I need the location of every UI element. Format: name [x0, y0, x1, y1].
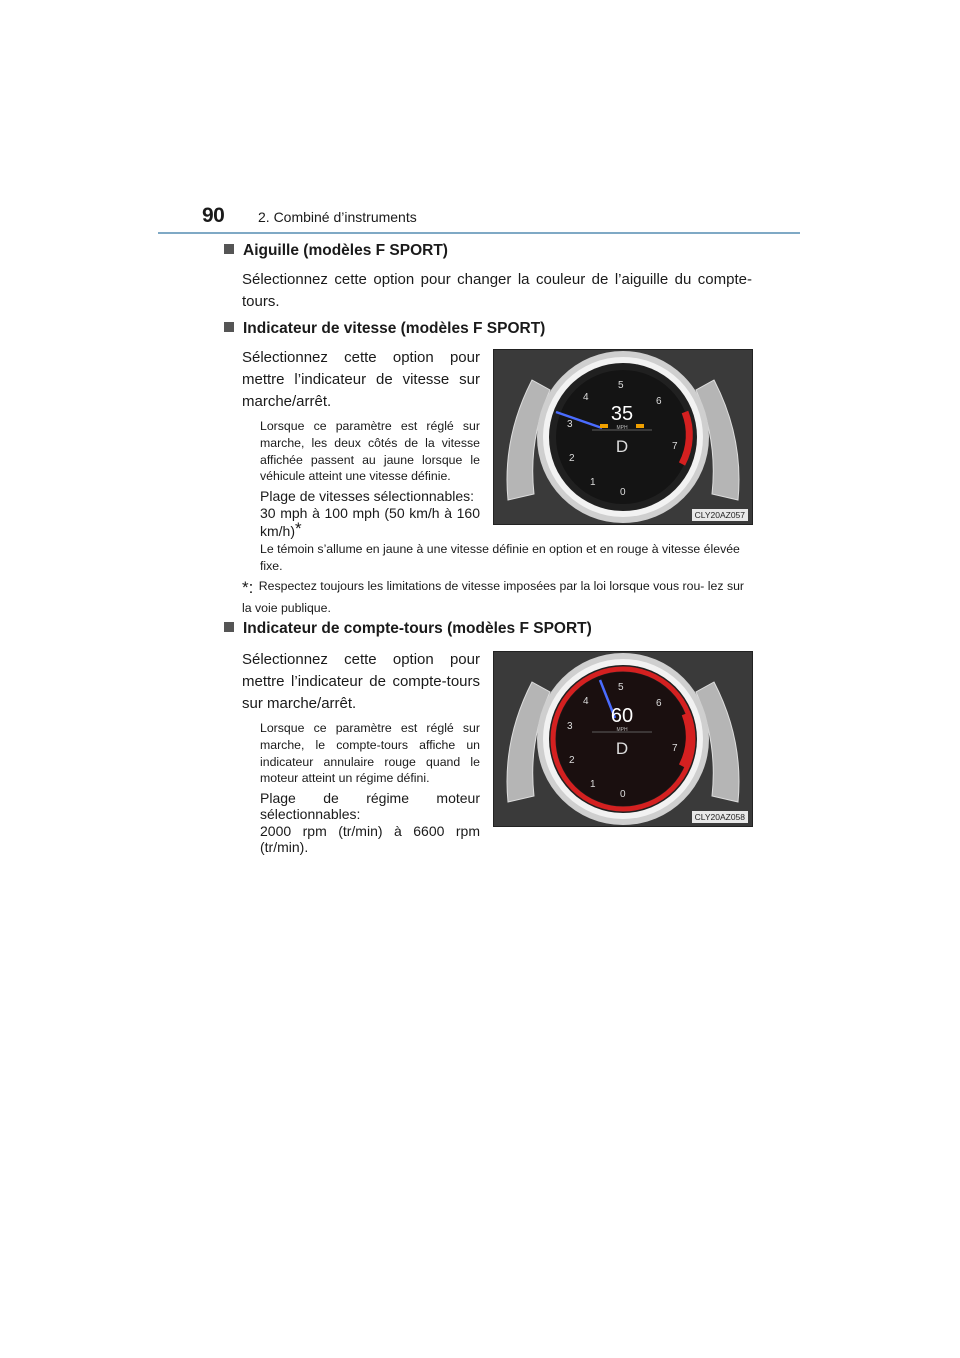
tachometer-gauge-illustration	[494, 652, 752, 826]
section-title-aiguille: Aiguille (modèles F SPORT)	[224, 242, 448, 260]
gear-indicator: D	[615, 437, 629, 456]
footnote-text: Respectez toujours les limitations de vitesse imposées par la loi lorsque vous rou- lez sur la voie publique.	[242, 579, 745, 615]
speed-readout: 35	[610, 403, 634, 425]
section-body-aiguille: Sélectionnez cette option pour changer la couleur de l’aiguille du compte-tours.	[242, 271, 752, 310]
bullet-square-icon	[224, 622, 234, 632]
section-note2-vitesse: Le témoin s’allume en jaune à une vitesse définie en option et en rouge à vitesse élevée fixe.	[260, 542, 740, 573]
gauge-number: 7	[672, 441, 678, 452]
page-header	[158, 204, 800, 234]
gauge-number: 2	[569, 755, 575, 766]
gauge-number: 1	[590, 779, 596, 790]
gauge-number: 5	[618, 682, 624, 693]
speed-range	[260, 488, 480, 539]
rpm-range-label: Plage de régime moteur sélectionnables:	[260, 790, 480, 822]
gauge-number: 5	[618, 380, 624, 391]
section-title-vitesse: Indicateur de vitesse (modèles F SPORT)	[224, 320, 545, 338]
gauge-number: 0	[620, 789, 626, 800]
rpm-range-value: 2000 rpm (tr/min) à 6600 rpm (tr/min).	[260, 823, 480, 855]
footnote-marker: *:	[242, 578, 254, 597]
gauge-number: 4	[583, 392, 589, 403]
speed-readout: 60	[610, 705, 634, 727]
gauge-number: 6	[656, 698, 662, 709]
tachometer-indicator-figure	[493, 651, 753, 827]
gauge-number: 3	[567, 721, 573, 732]
bullet-square-icon	[224, 244, 234, 254]
speed-indicator-figure	[493, 349, 753, 525]
gauge-number: 1	[590, 477, 596, 488]
bullet-square-icon	[224, 322, 234, 332]
speed-unit: MPH	[616, 727, 628, 733]
section-body-vitesse: Sélectionnez cette option pour mettre l’indicateur de vitesse sur marche/arrêt.	[242, 349, 480, 410]
gauge-number: 2	[569, 453, 575, 464]
gauge-number: 4	[583, 696, 589, 707]
gauge-number: 6	[656, 396, 662, 407]
speedometer-gauge-illustration	[494, 350, 752, 524]
speed-unit: MPH	[616, 425, 628, 431]
section-title-compte-tours: Indicateur de compte-tours (modèles F SPORT)	[224, 620, 592, 638]
figure-code: CLY20AZ057	[692, 509, 748, 521]
section-note-compte-tours: Lorsque ce paramètre est réglé sur marche, le compte-tours affiche un indicateur annulaire rouge quand le moteur atteint un régime défini.	[260, 721, 480, 786]
section-note-vitesse: Lorsque ce paramètre est réglé sur marche, les deux côtés de la vitesse affichée passent au jaune lorsque le véhicule atteint une vitesse définie.	[260, 419, 480, 484]
footnote-star-icon: *	[295, 519, 302, 538]
section-body-compte-tours: Sélectionnez cette option pour mettre l’indicateur de compte-tours sur marche/arrêt.	[242, 651, 480, 712]
speed-range-label: Plage de vitesses sélectionnables:	[260, 488, 475, 504]
gear-indicator: D	[615, 739, 629, 758]
rpm-range	[260, 790, 480, 855]
gauge-number: 3	[567, 419, 573, 430]
chapter-title: 2. Combiné d’instruments	[258, 209, 417, 225]
header-rule	[158, 232, 800, 234]
gauge-number: 7	[672, 743, 678, 754]
page-number: 90	[202, 204, 225, 227]
figure-code: CLY20AZ058	[692, 811, 748, 823]
footnote	[242, 576, 752, 618]
speed-range-value: 30 mph à 100 mph (50 km/h à 160 km/h)	[260, 505, 480, 539]
gauge-number: 0	[620, 487, 626, 498]
